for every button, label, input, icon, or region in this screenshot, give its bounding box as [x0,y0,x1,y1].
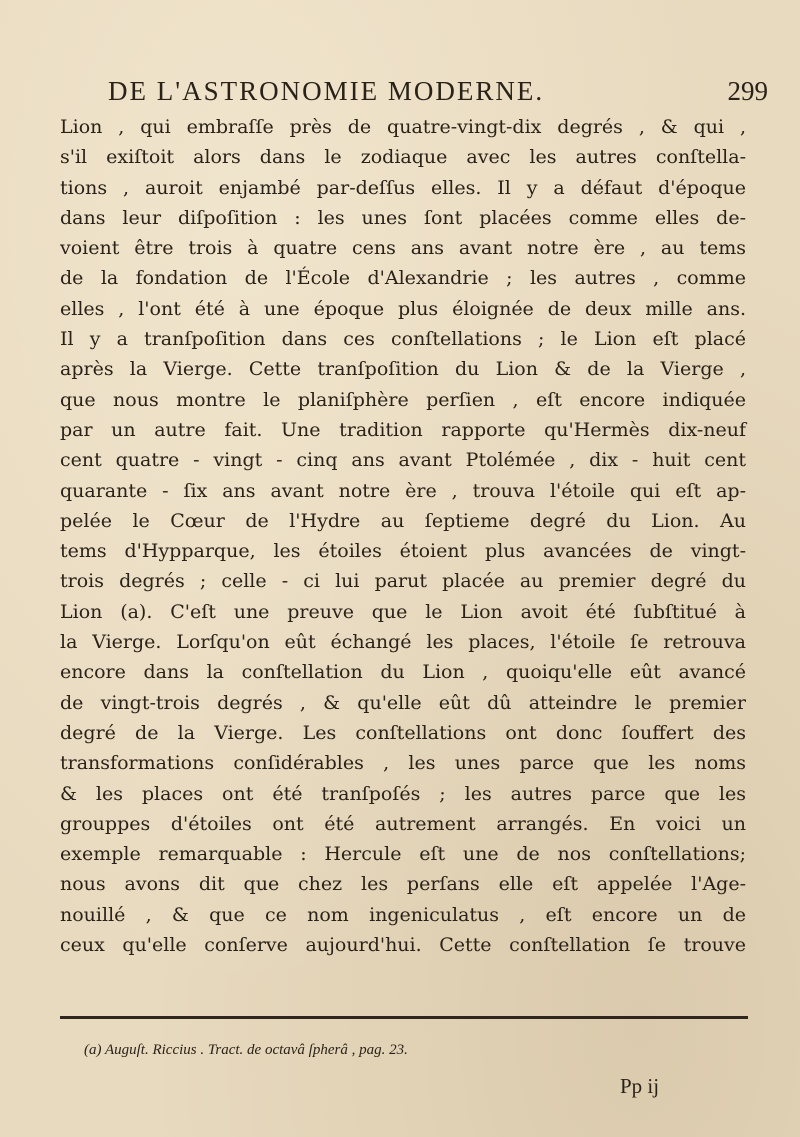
running-header [108,76,768,107]
text-line: tions , auroit enjambé par-deſſus elles. Il y a défaut d'époque [60,176,746,199]
text-line: dans leur diſpoſition : les unes ſont placées comme elles de- [60,206,746,229]
text-line: encore dans la conſtellation du Lion , quoiqu'elle eût avancé [60,661,746,684]
page-number: 299 [727,76,768,106]
signature-mark: Pp ij [620,1074,660,1098]
text-line: de la fondation de l'École d'Alexandrie ; les autres , comme [60,267,746,290]
text-line: Il y a tranſpoſition dans ces conſtellations ; le Lion eſt placé [60,328,746,351]
text-line: après la Vierge. Cette tranſpoſition du Lion & de la Vierge , [60,358,746,381]
footnote: (a) Auguſt. Riccius . Tract. de octavâ ſpherâ , pag. 23. [84,1042,408,1058]
text-line: tems d'Hypparque, les étoiles étoient plus avancées de vingt- [60,540,746,563]
text-line: elles , l'ont été à une époque plus éloignée de deux mille ans. [60,297,746,320]
text-line: exemple remarquable : Hercule eſt une de nos conſtellations; [60,843,746,866]
text-line: nous avons dit que chez les perſans elle eſt appelée l'Age- [60,873,746,896]
body-text [60,112,746,960]
text-line: Lion (a). C'eſt une preuve que le Lion avoit été ſubſtitué à [60,600,746,623]
text-line: Lion , qui embraſſe près de quatre-vingt-dix degrés , & qui , [60,116,746,138]
text-line: par un autre fait. Une tradition rapporte qu'Hermès dix-neuf [60,418,746,441]
text-line: degré de la Vierge. Les conſtellations ont donc ſouffert des [60,721,746,744]
text-line: nouillé , & que ce nom ingeniculatus , eſt encore un de [60,903,746,926]
text-line: trois degrés ; celle - ci lui parut placée au premier degré du [60,570,746,593]
footnote-rule [60,1016,748,1019]
text-line: cent quatre - vingt - cinq ans avant Ptolémée , dix - huit cent [60,449,746,472]
text-line: transformations conſidérables , les unes parce que les noms [60,752,746,775]
header-title: DE L'ASTRONOMIE MODERNE. [108,76,545,106]
text-line: de vingt-trois degrés , & qu'elle eût dû atteindre le premier [60,691,746,714]
text-line: la Vierge. Lorſqu'on eût échangé les places, l'étoile ſe retrouva [60,631,746,654]
text-line: grouppes d'étoiles ont été autrement arrangés. En voici un [60,812,746,835]
text-line: & les places ont été tranſpoſés ; les autres parce que les [60,782,746,805]
text-line: pelée le Cœur de l'Hydre au ſeptieme degré du Lion. Au [60,509,746,532]
text-line: voient être trois à quatre cens ans avant notre ère , au tems [60,237,746,260]
text-line: que nous montre le planiſphère perſien , eſt encore indiquée [60,388,746,411]
text-line: ceux qu'elle conſerve aujourd'hui. Cette conſtellation ſe trouve [60,934,746,957]
text-line: s'il exiſtoit alors dans le zodiaque avec les autres conſtella- [60,146,746,169]
text-line: quarante - ſix ans avant notre ère , trouva l'étoile qui eſt ap- [60,479,746,502]
